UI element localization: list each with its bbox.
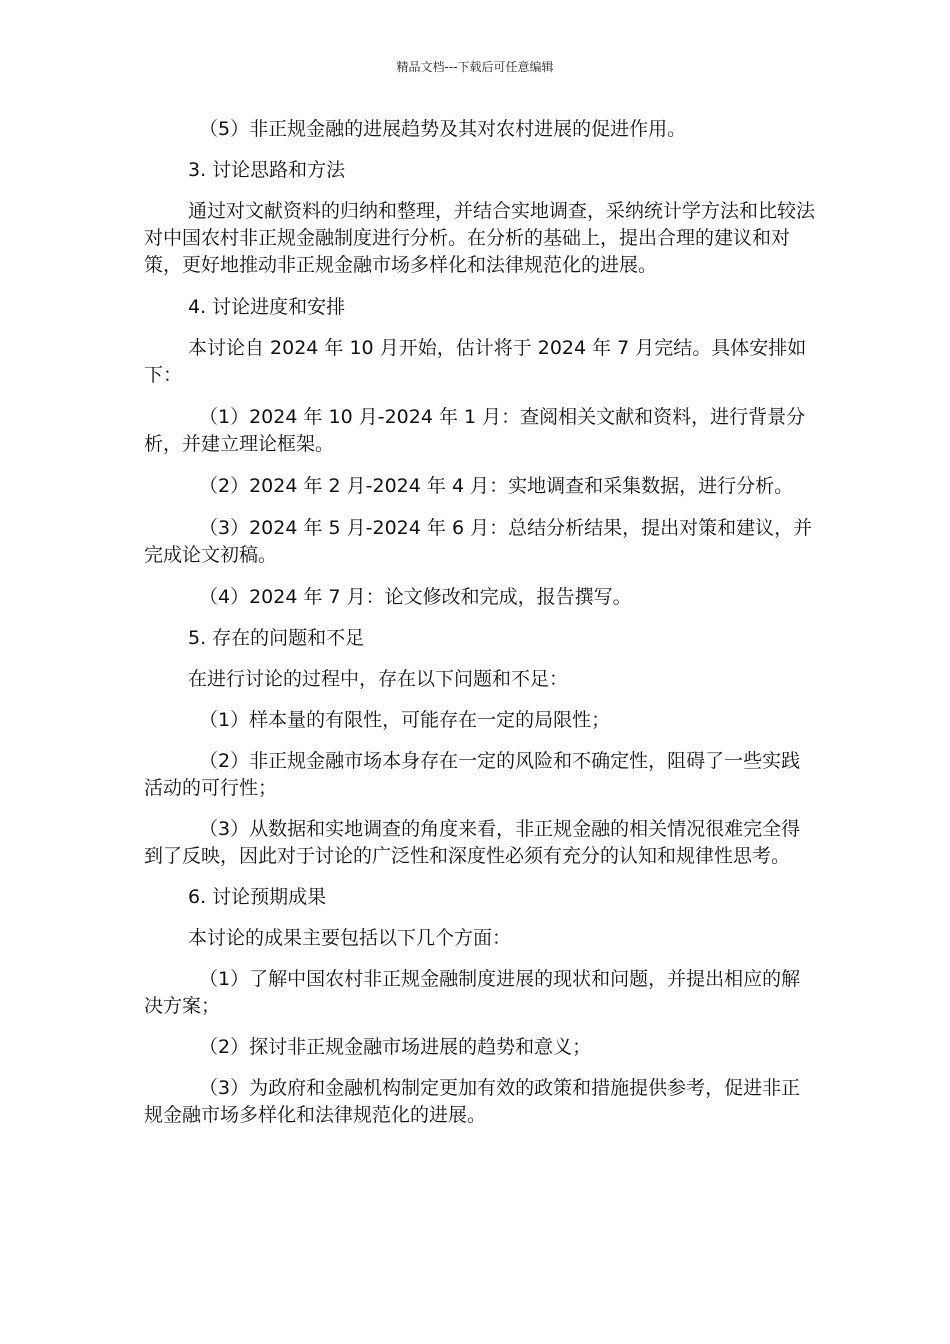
paragraph-methods: 通过对文献资料的归纳和整理，并结合实地调查，采纳统计学方法和比较法对中国农村非正规金融制度进行分析。在分析的基础上，提出合理的建议和对策，更好地推动非正规金融市场多样化和法律规范化的进展。: [144, 200, 816, 276]
section-heading-methods: 3. 讨论思路和方法: [188, 159, 346, 181]
list-item-problem-1: （1）样本量的有限性，可能存在一定的局限性；: [199, 709, 611, 731]
page-header: 精品文档---下载后可任意编辑: [396, 60, 554, 74]
list-item-schedule-2: （2）2024 年 2 月-2024 年 4 月：实地调查和采集数据，进行分析。: [199, 475, 794, 497]
section-heading-schedule: 4. 讨论进度和安排: [188, 296, 346, 318]
list-item-trend: （5）非正规金融的进展趋势及其对农村进展的促进作用。: [199, 118, 687, 140]
list-item-schedule-3: （3）2024 年 5 月-2024 年 6 月：总结分析结果，提出对策和建议，并完成论文初稿。: [144, 517, 813, 566]
section-heading-problems: 5. 存在的问题和不足: [188, 627, 365, 649]
document-body: [144, 116, 816, 1129]
list-item-schedule-4: （4）2024 年 7 月：论文修改和完成，报告撰写。: [199, 586, 632, 608]
list-item-schedule-1: （1）2024 年 10 月-2024 年 1 月：查阅相关文献和资料，进行背景分析，并建立理论框架。: [144, 406, 806, 455]
list-item-problem-3: （3）从数据和实地调查的角度来看，非正规金融的相关情况很难完全得到了反映，因此对于讨论的广泛性和深度性必须有充分的认知和规律性思考。: [144, 818, 801, 867]
paragraph-schedule-intro: 本讨论自 2024 年 10 月开始，估计将于 2024 年 7 月完结。具体安排如下：: [144, 337, 807, 386]
paragraph-outcomes-intro: 本讨论的成果主要包括以下几个方面：: [188, 927, 512, 949]
section-heading-outcomes: 6. 讨论预期成果: [188, 886, 327, 908]
list-item-outcome-1: （1）了解中国农村非正规金融制度进展的现状和问题，并提出相应的解决方案；: [144, 968, 801, 1017]
list-item-outcome-2: （2）探讨非正规金融市场进展的趋势和意义；: [199, 1036, 592, 1058]
list-item-outcome-3: （3）为政府和金融机构制定更加有效的政策和措施提供参考，促进非正规金融市场多样化和法律规范化的进展。: [144, 1077, 801, 1126]
list-item-problem-2: （2）非正规金融市场本身存在一定的风险和不确定性，阻碍了一些实践活动的可行性；: [144, 750, 801, 799]
paragraph-problems-intro: 在进行讨论的过程中，存在以下问题和不足：: [188, 668, 569, 690]
